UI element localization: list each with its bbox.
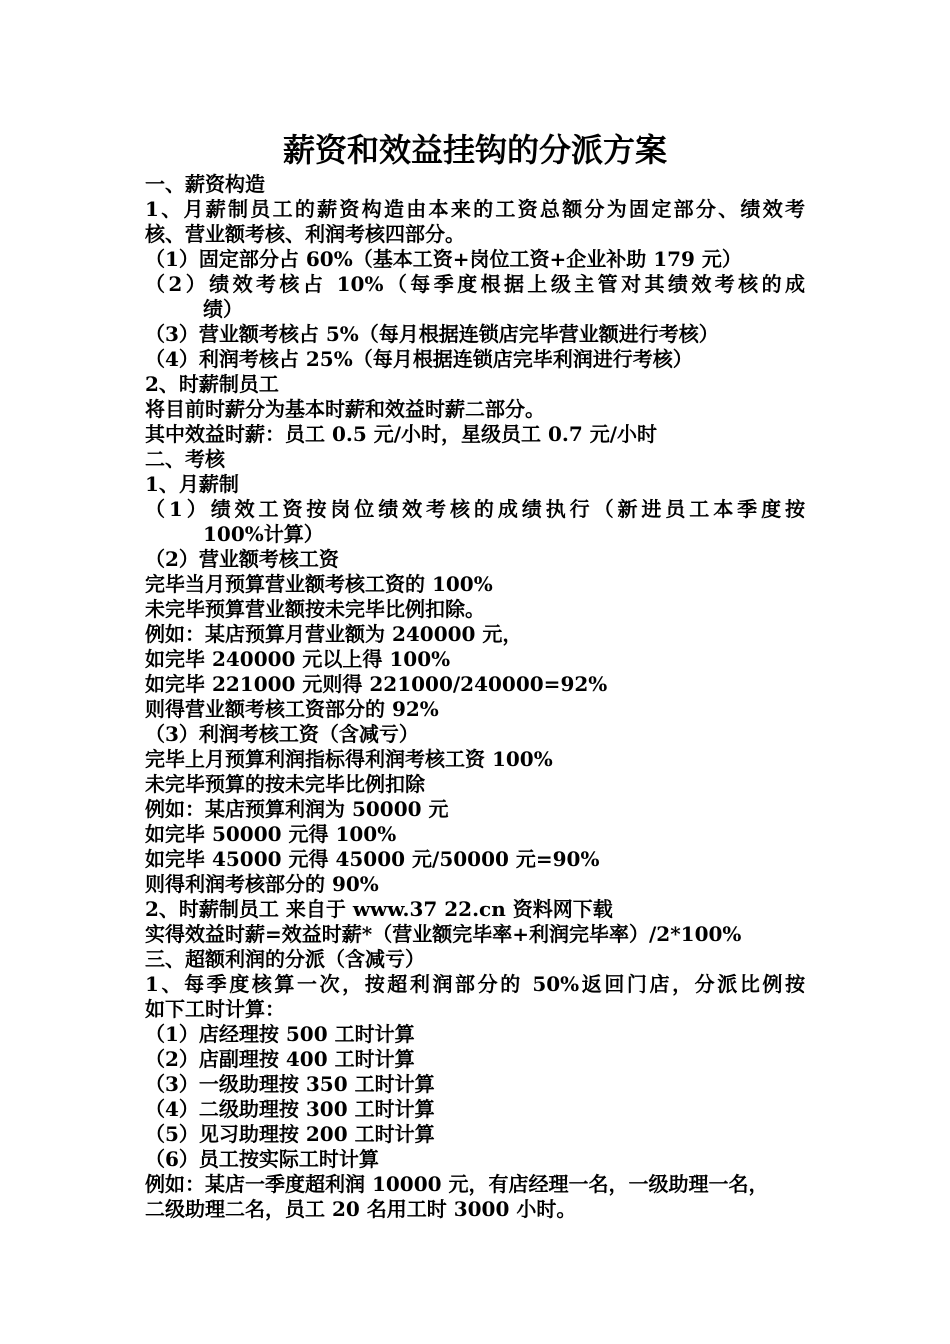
list-item: （2）店副理按 400 工时计算 <box>145 1047 415 1071</box>
list-item: （3）营业额考核占 5%（每月根据连锁店完毕营业额进行考核） <box>145 322 719 346</box>
list-item: （3）一级助理按 350 工时计算 <box>145 1072 435 1096</box>
paragraph-line: 1、月薪制员工的薪资构造由本来的工资总额分为固定部分、绩效考 <box>145 197 805 221</box>
paragraph-line: 实得效益时薪=效益时薪*（营业额完毕率+利润完毕率）/2*100% <box>145 922 742 946</box>
list-item: （1）绩效工资按岗位绩效考核的成绩执行（新进员工本季度按 <box>145 497 805 521</box>
paragraph-line: 例如：某店预算月营业额为 240000 元， <box>145 622 523 646</box>
subsection-heading: 2、时薪制员工 <box>145 372 279 396</box>
section-heading: 三、超额利润的分派（含减亏） <box>145 947 425 971</box>
paragraph-line: 1、每季度核算一次，按超利润部分的 50%返回门店，分派比例按 <box>145 972 805 996</box>
section-heading: 二、考核 <box>145 447 225 471</box>
paragraph-line: 如下工时计算： <box>145 997 285 1021</box>
list-item: （5）见习助理按 200 工时计算 <box>145 1122 435 1146</box>
paragraph-line: 如完毕 45000 元得 45000 元/50000 元=90% <box>145 847 600 871</box>
paragraph-line: 将目前时薪分为基本时薪和效益时薪二部分。 <box>145 397 545 421</box>
subsection-heading: 2、时薪制员工 来自于 www.37 22.cn 资料网下载 <box>145 897 613 921</box>
list-item-continuation: 100%计算） <box>203 522 324 546</box>
paragraph-line: 完毕上月预算利润指标得利润考核工资 100% <box>145 747 553 771</box>
paragraph-line: 未完毕预算营业额按未完毕比例扣除。 <box>145 597 485 621</box>
paragraph-line: 例如：某店预算利润为 50000 元 <box>145 797 449 821</box>
paragraph-line: 如完毕 240000 元以上得 100% <box>145 647 451 671</box>
list-item: （4）二级助理按 300 工时计算 <box>145 1097 435 1121</box>
paragraph-line: 其中效益时薪：员工 0.5 元/小时，星级员工 0.7 元/小时 <box>145 422 658 446</box>
list-item: （2）绩效考核占 10%（每季度根据上级主管对其绩效考核的成 <box>145 272 805 296</box>
paragraph-line: 则得利润考核部分的 90% <box>145 872 379 896</box>
subsection-heading: 1、月薪制 <box>145 472 239 496</box>
paragraph-line: 如完毕 221000 元则得 221000/240000=92% <box>145 672 608 696</box>
list-item-continuation: 绩） <box>203 297 243 321</box>
list-item: （1）店经理按 500 工时计算 <box>145 1022 415 1046</box>
list-item: （4）利润考核占 25%（每月根据连锁店完毕利润进行考核） <box>145 347 693 371</box>
paragraph-line: 则得营业额考核工资部分的 92% <box>145 697 439 721</box>
list-item: （6）员工按实际工时计算 <box>145 1147 379 1171</box>
list-item: （1）固定部分占 60%（基本工资+岗位工资+企业补助 179 元） <box>145 247 742 271</box>
list-item: （3）利润考核工资（含减亏） <box>145 722 419 746</box>
section-heading: 一、薪资构造 <box>145 172 265 196</box>
paragraph-line: 未完毕预算的按未完毕比例扣除 <box>145 772 425 796</box>
paragraph-line: 例如：某店一季度超利润 10000 元，有店经理一名，一级助理一名， <box>145 1172 769 1196</box>
paragraph-line: 如完毕 50000 元得 100% <box>145 822 397 846</box>
document-body <box>145 172 835 1222</box>
document-title: 薪资和效益挂钩的分派方案 <box>282 131 667 169</box>
list-item: （2）营业额考核工资 <box>145 547 339 571</box>
paragraph-line: 二级助理二名，员工 20 名用工时 3000 小时。 <box>145 1197 577 1221</box>
paragraph-line: 核、营业额考核、利润考核四部分。 <box>145 222 465 246</box>
paragraph-line: 完毕当月预算营业额考核工资的 100% <box>145 572 493 596</box>
